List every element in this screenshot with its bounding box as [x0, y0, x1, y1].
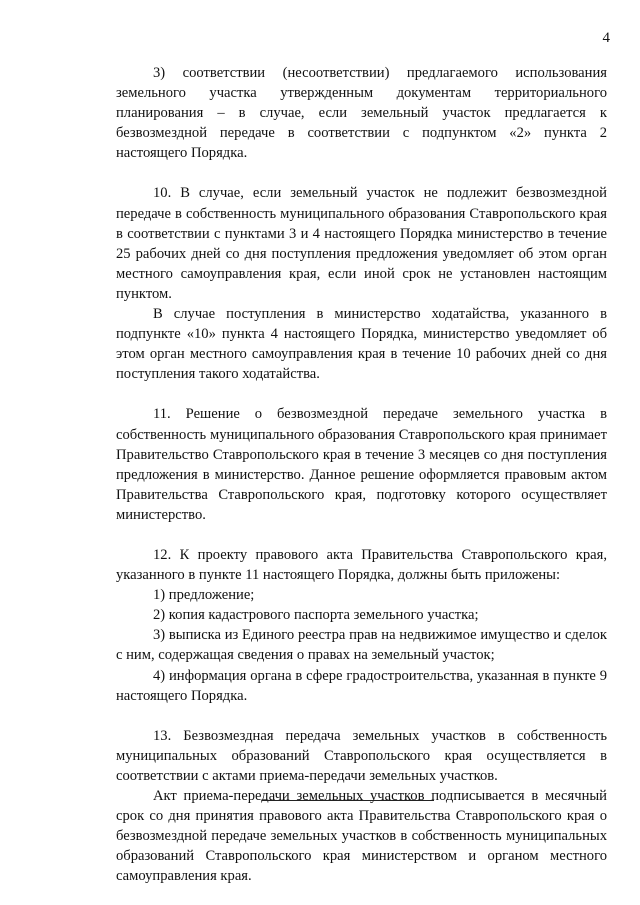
paragraph: 3) соответствии (несоответствии) предлагаемого использования земельного участка утвержденным документам территориального планирования – в случае, если земельный участок предлагается к безвозмездной передаче в соответствии с подпунктом «2» пункта 2 настоящего Порядка. [116, 65, 607, 162]
section-subpoint-3 [116, 63, 607, 163]
paragraph: Акт приема-передачи земельных участков подписывается в месячный срок со дня принятия правового акта Правительства Ставропольского края о безвозмездной передаче земельных участков в собственность муниципальных образований Ставропольского края министерством и органом местного самоуправления края. [116, 788, 607, 885]
end-separator-line [262, 800, 434, 801]
section-13 [116, 726, 607, 887]
list-item: 2) копия кадастрового паспорта земельного участка; [153, 607, 479, 624]
section-10 [116, 183, 607, 384]
list-item: 3) выписка из Единого реестра прав на недвижимое имущество и сделок с ним, содержащая сведения о правах на земельный участок; [116, 627, 607, 664]
paragraph: 10. В случае, если земельный участок не подлежит безвозмездной передаче в собственность муниципального образования Ставропольского края в соответствии с пунктами 3 и 4 настоящего Порядка министерство в течение 25 рабочих дней со дня поступления предложения уведомляет об этом орган местного самоуправления края, если иной срок не установлен настоящим пунктом. [116, 185, 607, 302]
section-11 [116, 404, 607, 525]
page-number: 4 [602, 30, 610, 46]
paragraph: 12. К проекту правового акта Правительства Ставропольского края, указанного в пункте 11 настоящего Порядка, должны быть приложены: [116, 546, 607, 584]
list-item: 1) предложение; [153, 587, 255, 604]
paragraph: 11. Решение о безвозмездной передаче земельного участка в собственность муниципального образования Ставропольского края принимает Правительство Ставропольского края в течение 3 месяцев со дня поступления предложения в министерство. Данное решение оформляется правовым актом Правительства Ставропольского края, подготовку которого осуществляет министерство. [116, 406, 607, 523]
paragraph: 13. Безвозмездная передача земельных участков в собственность муниципальных образований Ставропольского края осуществляется в соответствии с актами приема-передачи земельных участков. [116, 727, 607, 784]
section-12 [116, 545, 607, 706]
document-body [116, 63, 607, 886]
list-item: 4) информация органа в сфере градостроительства, указанная в пункте 9 настоящего Порядка. [116, 667, 607, 704]
paragraph: В случае поступления в министерство ходатайства, указанного в подпункте «10» пункта 4 настоящего Порядка, министерство уведомляет об этом орган местного самоуправления края в течение 10 рабочих дней со дня поступления такого ходатайства. [116, 306, 607, 383]
